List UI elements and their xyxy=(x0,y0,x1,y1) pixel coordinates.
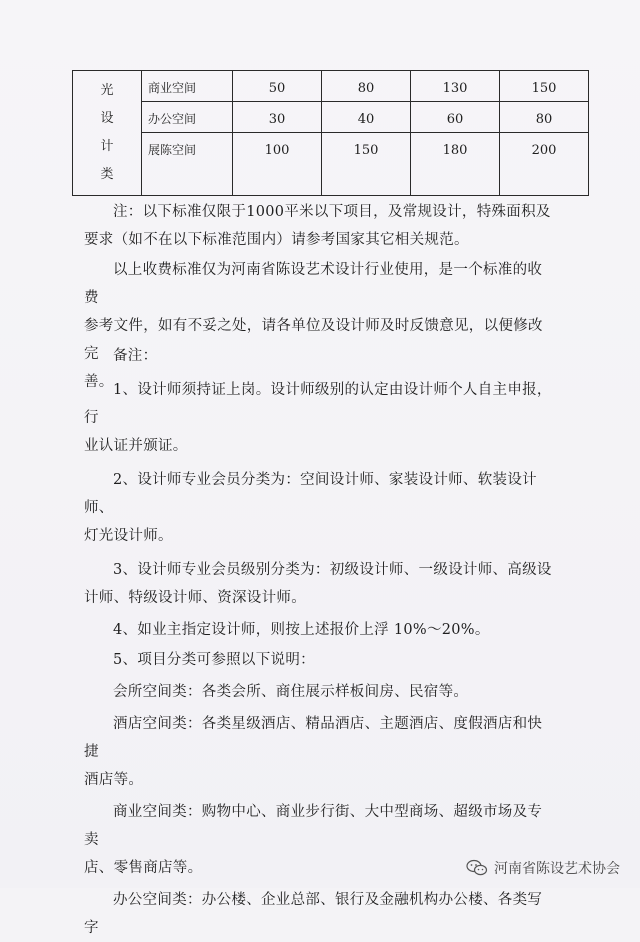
remarks-section xyxy=(84,342,554,942)
category-char: 光 xyxy=(100,83,114,98)
wechat-icon xyxy=(466,859,488,877)
table-row xyxy=(73,102,589,133)
commercial-space-text-cont: 店、零售商店等。 xyxy=(84,860,203,876)
fee-cell: 150 xyxy=(322,133,411,196)
fee-cell: 180 xyxy=(411,133,500,196)
remark-item-4: 4、如业主指定设计师，则按上述报价上浮 10%～20%。 xyxy=(113,622,490,638)
fee-cell: 80 xyxy=(500,102,589,133)
note-line: 要求（如不在以下标准范围内）请参考国家其它相关规范。 xyxy=(84,232,469,248)
space-name-cell: 商业空间 xyxy=(142,71,233,102)
category-char: 类 xyxy=(100,167,114,182)
space-name-cell: 办公空间 xyxy=(142,102,233,133)
office-space-text: 办公空间类：办公楼、企业总部、银行及金融机构办公楼、各类写字 xyxy=(84,892,543,936)
table-row xyxy=(73,71,589,102)
fee-cell: 80 xyxy=(322,71,411,102)
remark-item-3: 3、设计师专业会员级别分类为：初级设计师、一级设计师、高级设 xyxy=(113,562,552,578)
fee-cell: 150 xyxy=(500,71,589,102)
fee-cell: 50 xyxy=(233,71,322,102)
category-cell xyxy=(73,71,142,196)
remark-item-3-cont: 计师、特级设计师、资深设计师。 xyxy=(84,590,306,606)
club-space-text: 会所空间类：各类会所、商住展示样板间房、民宿等。 xyxy=(113,684,469,700)
commercial-space-text: 商业空间类：购物中心、商业步行街、大中型商场、超级市场及专卖 xyxy=(84,804,543,848)
fee-cell: 60 xyxy=(411,102,500,133)
note-line: 注：以下标准仅限于1000平米以下项目，及常规设计，特殊面积及 xyxy=(113,204,551,220)
fee-cell: 30 xyxy=(233,102,322,133)
statement-line: 善。 xyxy=(84,374,114,390)
watermark xyxy=(466,858,620,878)
category-char: 计 xyxy=(100,139,114,154)
space-name-cell: 展陈空间 xyxy=(142,133,233,196)
fee-cell: 40 xyxy=(322,102,411,133)
hotel-space-text-cont: 酒店等。 xyxy=(84,772,144,788)
remark-item-1: 1、设计师须持证上岗。设计师级别的认定由设计师个人自主申报，行 xyxy=(84,382,552,426)
note-paragraph xyxy=(84,198,554,254)
remark-item-2: 2、设计师专业会员分类为：空间设计师、家装设计师、软装设计师、 xyxy=(84,472,537,516)
hotel-space-text: 酒店空间类：各类星级酒店、精品酒店、主题酒店、度假酒店和快捷 xyxy=(84,716,543,760)
category-char: 设 xyxy=(100,111,114,126)
fee-table xyxy=(72,70,589,196)
fee-cell: 200 xyxy=(500,133,589,196)
remarks-heading: 备注： xyxy=(113,348,158,364)
remark-item-5: 5、项目分类可参照以下说明： xyxy=(113,652,315,668)
watermark-text: 河南省陈设艺术协会 xyxy=(494,861,620,877)
table-row xyxy=(73,133,589,196)
remark-item-1-cont: 业认证并颁证。 xyxy=(84,438,188,454)
fee-cell: 130 xyxy=(411,71,500,102)
statement-line: 以上收费标准仅为河南省陈设艺术设计行业使用，是一个标准的收费 xyxy=(84,262,543,306)
remark-item-2-cont: 灯光设计师。 xyxy=(84,528,173,544)
statement-line: 参考文件，如有不妥之处，请各单位及设计师及时反馈意见，以便修改完 xyxy=(84,318,543,362)
fee-cell: 100 xyxy=(233,133,322,196)
